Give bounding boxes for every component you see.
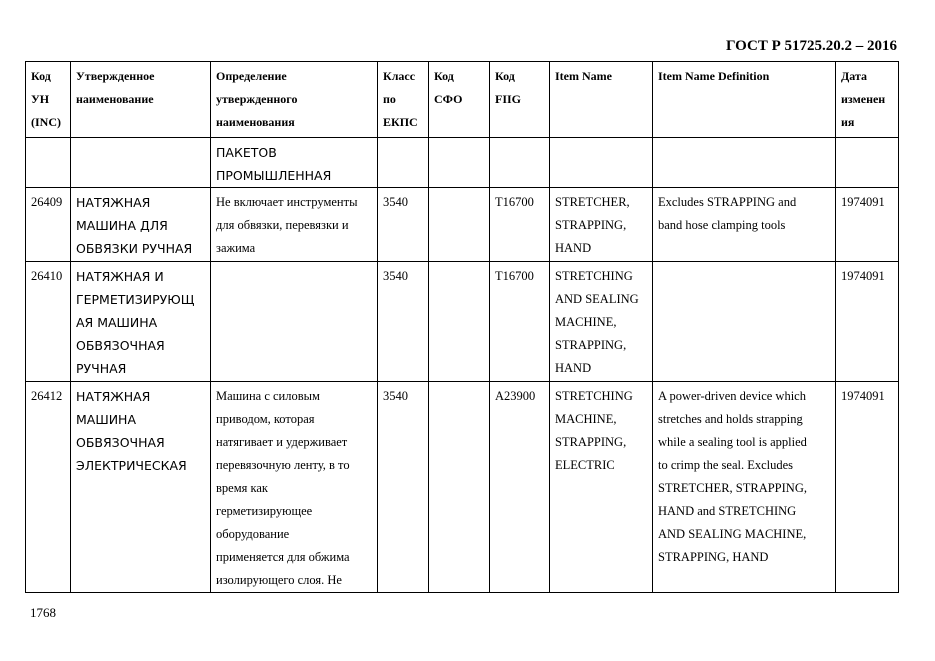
table-header-row (26, 62, 899, 138)
cell-definition-ru: Машина с силовым приводом, которая натягивает и удерживает перевязочную ленту, в то время как герметизирующее оборудование применяется для обжима изолирующего слоя. Не (211, 382, 378, 593)
cell-sfo (429, 188, 490, 262)
cell-item-name (550, 138, 653, 188)
cell-sfo (429, 382, 490, 593)
classification-table (25, 61, 899, 593)
cell-class: 3540 (378, 262, 429, 382)
cell-inc: 26410 (26, 262, 71, 382)
header-sfo: Код СФО (429, 62, 490, 138)
cell-definition-en (653, 262, 836, 382)
cell-date: 1974091 (836, 188, 899, 262)
cell-fiig: T16700 (490, 262, 550, 382)
cell-definition-ru: ПАКЕТОВ ПРОМЫШЛЕННАЯ (211, 138, 378, 188)
header-approved-name: Утвержденное наименование (71, 62, 211, 138)
cell-approved-name: НАТЯЖНАЯ И ГЕРМЕТИЗИРУЮЩ АЯ МАШИНА ОБВЯЗОЧНАЯ РУЧНАЯ (71, 262, 211, 382)
cell-approved-name: НАТЯЖНАЯ МАШИНА ОБВЯЗОЧНАЯ ЭЛЕКТРИЧЕСКАЯ (71, 382, 211, 593)
cell-date (836, 138, 899, 188)
cell-item-name: STRETCHING AND SEALING MACHINE, STRAPPING, HAND (550, 262, 653, 382)
header-class: Класс по ЕКПС (378, 62, 429, 138)
header-inc: Код УН (INC) (26, 62, 71, 138)
header-date: Дата изменен ия (836, 62, 899, 138)
document-header: ГОСТ Р 51725.20.2 – 2016 (725, 38, 897, 54)
table-row (26, 262, 899, 382)
table-row (26, 138, 899, 188)
header-fiig: Код FIIG (490, 62, 550, 138)
cell-inc (26, 138, 71, 188)
cell-class: 3540 (378, 188, 429, 262)
cell-date: 1974091 (836, 382, 899, 593)
cell-sfo (429, 138, 490, 188)
cell-item-name: STRETCHER, STRAPPING, HAND (550, 188, 653, 262)
cell-date: 1974091 (836, 262, 899, 382)
cell-class: 3540 (378, 382, 429, 593)
cell-inc: 26412 (26, 382, 71, 593)
cell-fiig (490, 138, 550, 188)
cell-class (378, 138, 429, 188)
page-number: 1768 (30, 605, 56, 620)
cell-approved-name (71, 138, 211, 188)
header-item-name: Item Name (550, 62, 653, 138)
cell-item-name: STRETCHING MACHINE, STRAPPING, ELECTRIC (550, 382, 653, 593)
table-row (26, 382, 899, 593)
cell-approved-name: НАТЯЖНАЯ МАШИНА ДЛЯ ОБВЯЗКИ РУЧНАЯ (71, 188, 211, 262)
cell-definition-ru: Не включает инструменты для обвязки, перевязки и зажима (211, 188, 378, 262)
cell-sfo (429, 262, 490, 382)
table-row (26, 188, 899, 262)
cell-definition-ru (211, 262, 378, 382)
cell-definition-en (653, 138, 836, 188)
cell-fiig: A23900 (490, 382, 550, 593)
header-definition: Определение утвержденного наименования (211, 62, 378, 138)
cell-inc: 26409 (26, 188, 71, 262)
header-item-definition: Item Name Definition (653, 62, 836, 138)
cell-fiig: T16700 (490, 188, 550, 262)
cell-definition-en: A power-driven device which stretches and holds strapping while a sealing tool is applied to crimp the seal. Excludes STRETCHER, STRAPPING, HAND and STRETCHING AND SEALING MACHINE, STRAPPING, HAND (653, 382, 836, 593)
cell-definition-en: Excludes STRAPPING and band hose clamping tools (653, 188, 836, 262)
